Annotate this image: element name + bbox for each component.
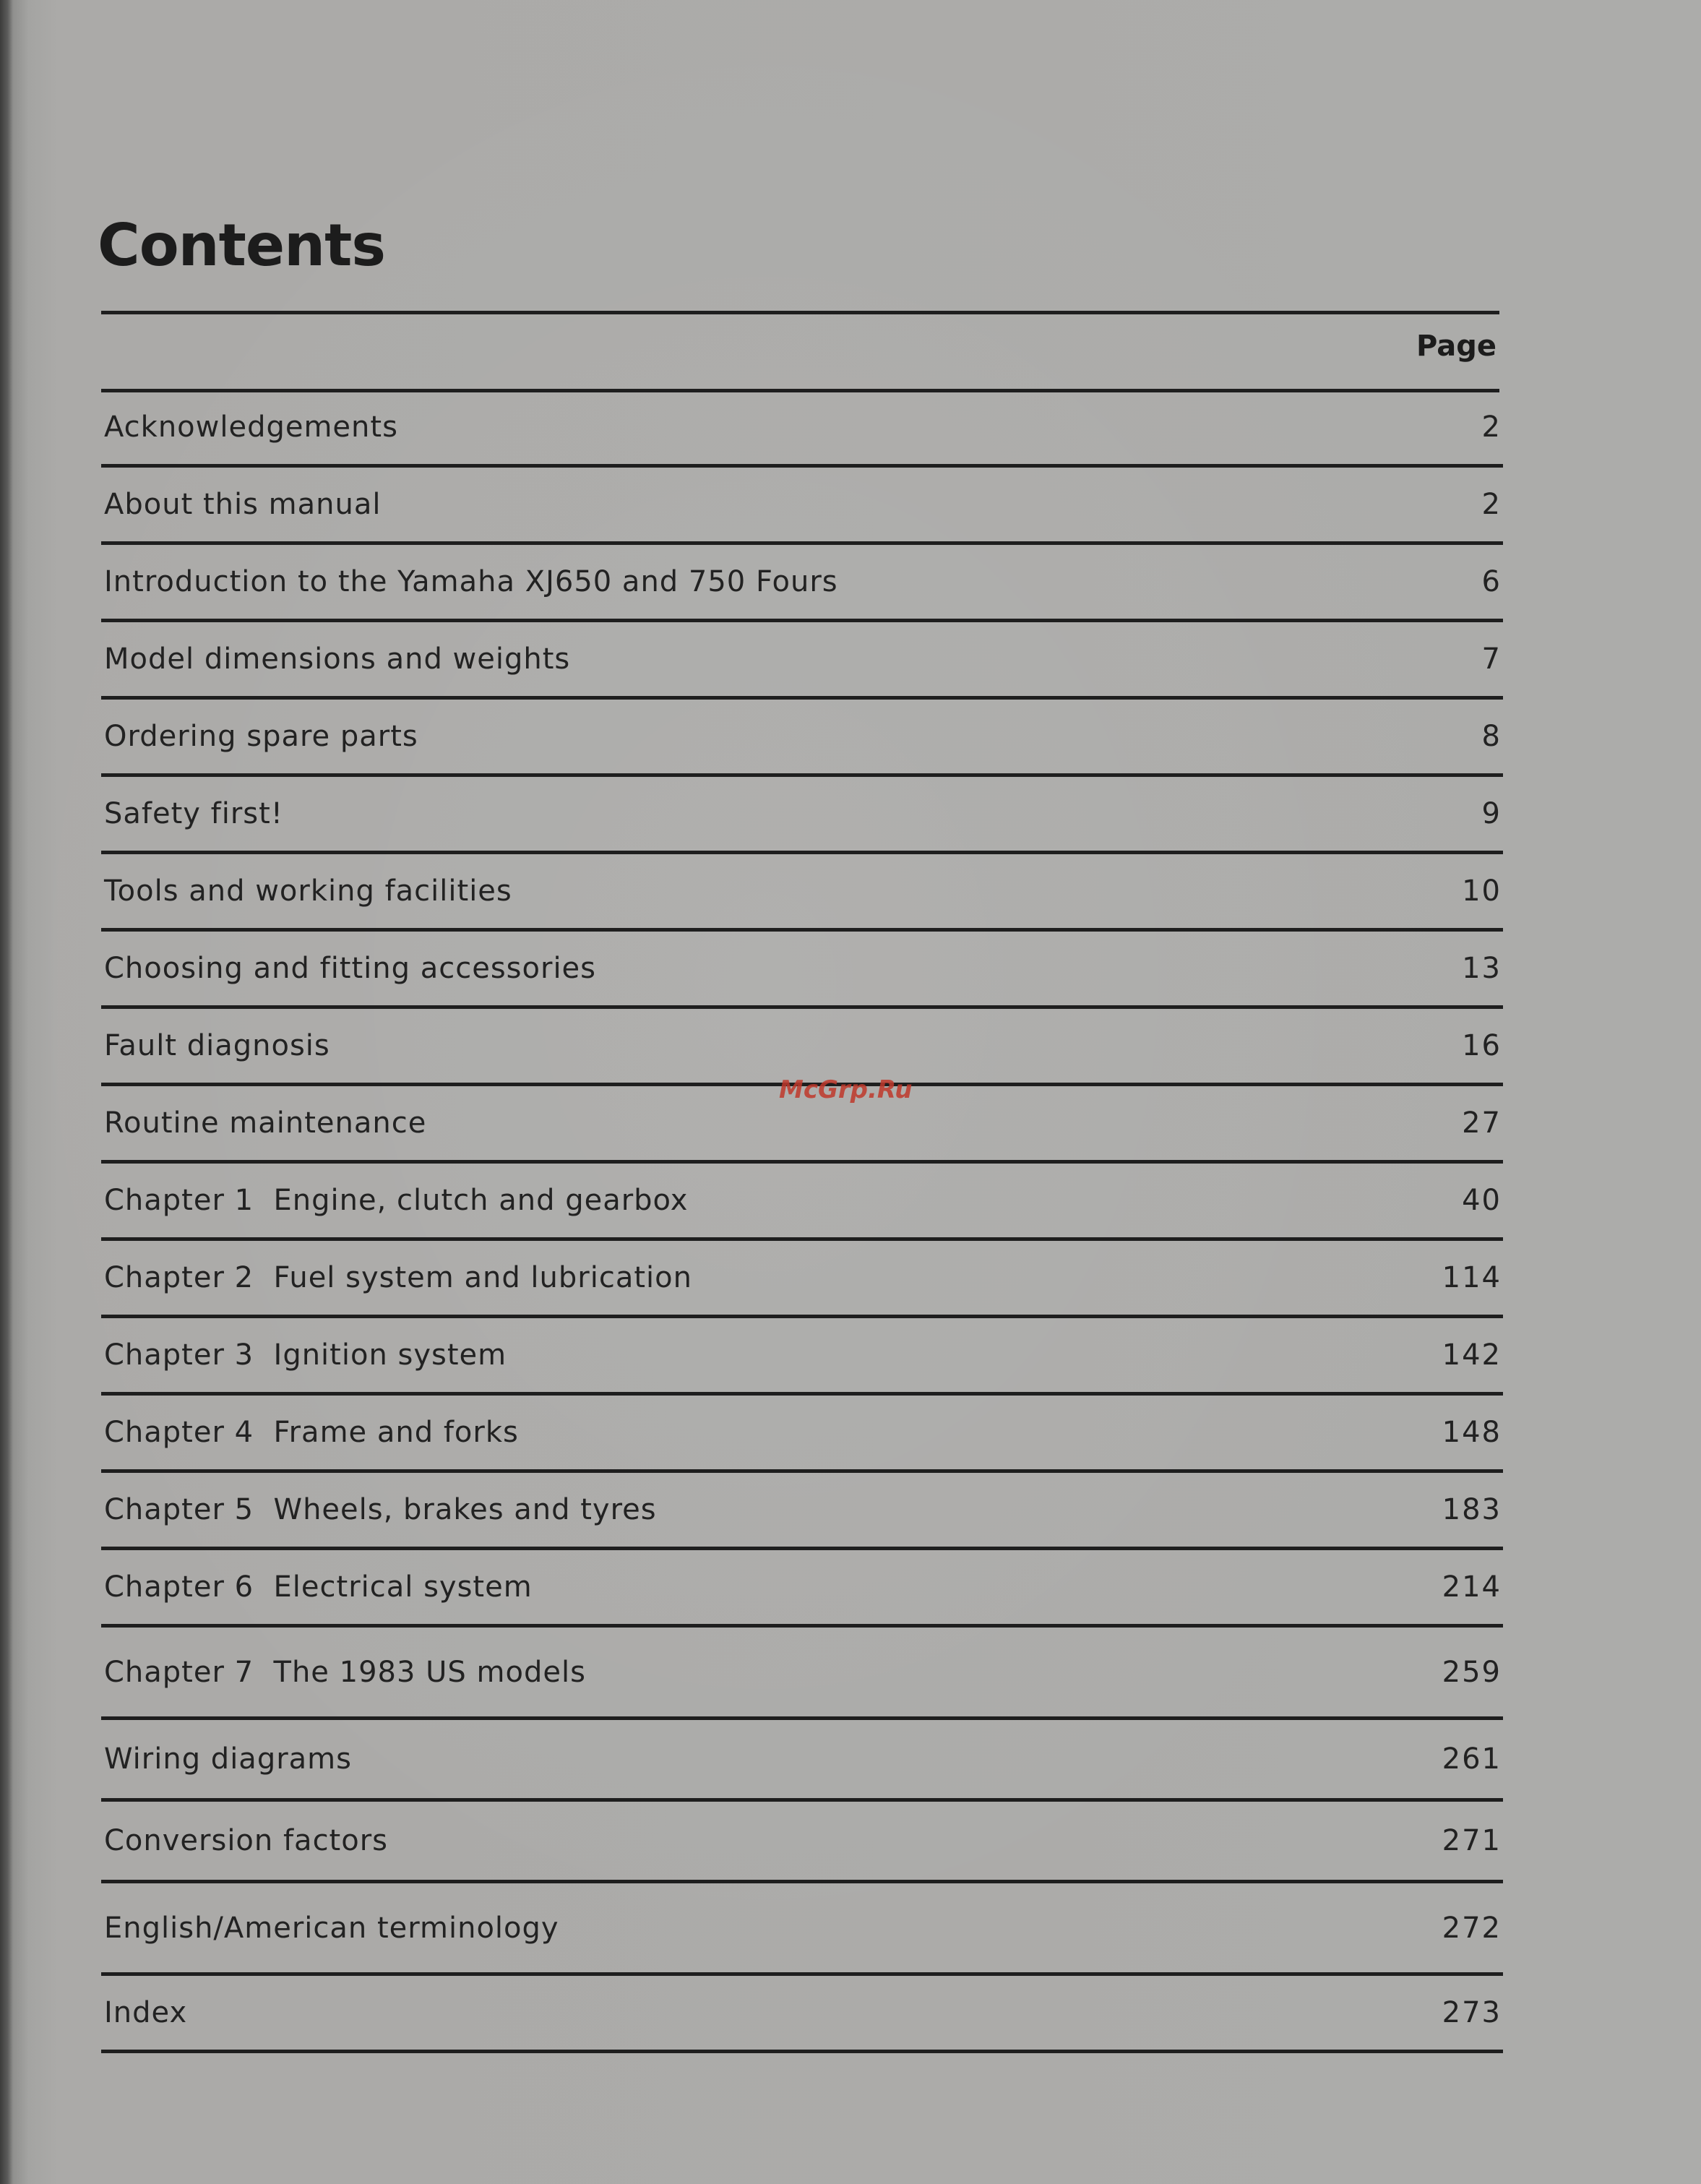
toc-entry-title: Introduction to the Yamaha XJ650 and 750 Fours	[104, 565, 838, 598]
toc-entry-page: 10	[1462, 874, 1502, 908]
toc-entry	[101, 1009, 1503, 1086]
toc-entry-page: 9	[1481, 797, 1502, 830]
page-binding-edge	[0, 0, 13, 2184]
toc-entry	[101, 1628, 1503, 1720]
toc-entry	[101, 545, 1503, 622]
toc-entry-title: Chapter 1 Engine, clutch and gearbox	[104, 1184, 689, 1217]
toc-entry-page: 2	[1481, 410, 1502, 444]
toc-entry	[101, 777, 1503, 854]
toc-entry-page: 27	[1462, 1106, 1502, 1140]
toc-entry	[101, 1802, 1503, 1883]
toc-entry	[101, 622, 1503, 700]
toc-entry-page: 142	[1442, 1338, 1502, 1372]
toc-entry-page: 148	[1442, 1416, 1502, 1449]
toc-entry-page: 40	[1462, 1184, 1502, 1217]
toc-entry-page: 2	[1481, 488, 1502, 521]
toc-entry	[101, 1883, 1503, 1976]
toc-entry-title: Wiring diagrams	[104, 1742, 352, 1776]
toc-entry	[101, 1164, 1503, 1241]
toc-entry-title: Chapter 6 Electrical system	[104, 1570, 533, 1604]
toc-entry	[101, 1976, 1503, 2053]
toc-entry-page: 183	[1442, 1493, 1502, 1526]
toc-entry	[101, 854, 1503, 932]
toc-entry-title: Conversion factors	[104, 1824, 388, 1857]
toc-entry-page: 259	[1442, 1655, 1502, 1689]
toc-entry-page: 7	[1481, 642, 1502, 676]
toc-entry-page: 16	[1462, 1029, 1502, 1062]
toc-entry-title: Chapter 2 Fuel system and lubrication	[104, 1261, 692, 1294]
toc-entry-page: 272	[1442, 1911, 1502, 1945]
toc-entry-page: 6	[1481, 565, 1502, 598]
toc-list	[101, 390, 1503, 2053]
toc-entry-title: Chapter 3 Ignition system	[104, 1338, 507, 1372]
toc-entry-title: Routine maintenance	[104, 1106, 427, 1140]
toc-entry-title: Tools and working facilities	[104, 874, 512, 908]
page-title: Contents	[98, 212, 385, 279]
toc-entry-title: About this manual	[104, 488, 382, 521]
toc-entry-page: 273	[1442, 1996, 1502, 2029]
toc-entry-title: Safety first!	[104, 797, 283, 830]
toc-entry-title: Chapter 5 Wheels, brakes and tyres	[104, 1493, 657, 1526]
toc-entry-page: 13	[1462, 952, 1502, 985]
toc-entry	[101, 468, 1503, 545]
toc-entry	[101, 1720, 1503, 1802]
page-column-header: Page	[1416, 330, 1497, 363]
toc-entry-page: 261	[1442, 1742, 1502, 1776]
watermark-text: McGrp.Ru	[779, 1075, 913, 1104]
toc-entry-title: Model dimensions and weights	[104, 642, 571, 676]
toc-entry-title: English/American terminology	[104, 1911, 559, 1945]
toc-entry-title: Chapter 4 Frame and forks	[104, 1416, 519, 1449]
toc-entry	[101, 1241, 1503, 1318]
toc-entry-title: Choosing and fitting accessories	[104, 952, 597, 985]
toc-entry-title: Index	[104, 1996, 188, 2029]
toc-entry	[101, 390, 1503, 468]
toc-entry	[101, 1550, 1503, 1628]
toc-entry-page: 114	[1442, 1261, 1502, 1294]
toc-entry-page: 8	[1481, 720, 1502, 753]
toc-entry	[101, 932, 1503, 1009]
toc-entry	[101, 1473, 1503, 1550]
toc-entry	[101, 1396, 1503, 1473]
toc-entry	[101, 1318, 1503, 1396]
toc-entry-title: Chapter 7 The 1983 US models	[104, 1655, 586, 1689]
header-top-rule	[101, 311, 1499, 314]
toc-entry-title: Ordering spare parts	[104, 720, 418, 753]
toc-entry-title: Fault diagnosis	[104, 1029, 330, 1062]
toc-entry-title: Acknowledgements	[104, 410, 398, 444]
toc-entry	[101, 700, 1503, 777]
toc-entry-page: 271	[1442, 1824, 1502, 1857]
toc-entry-page: 214	[1442, 1570, 1502, 1604]
